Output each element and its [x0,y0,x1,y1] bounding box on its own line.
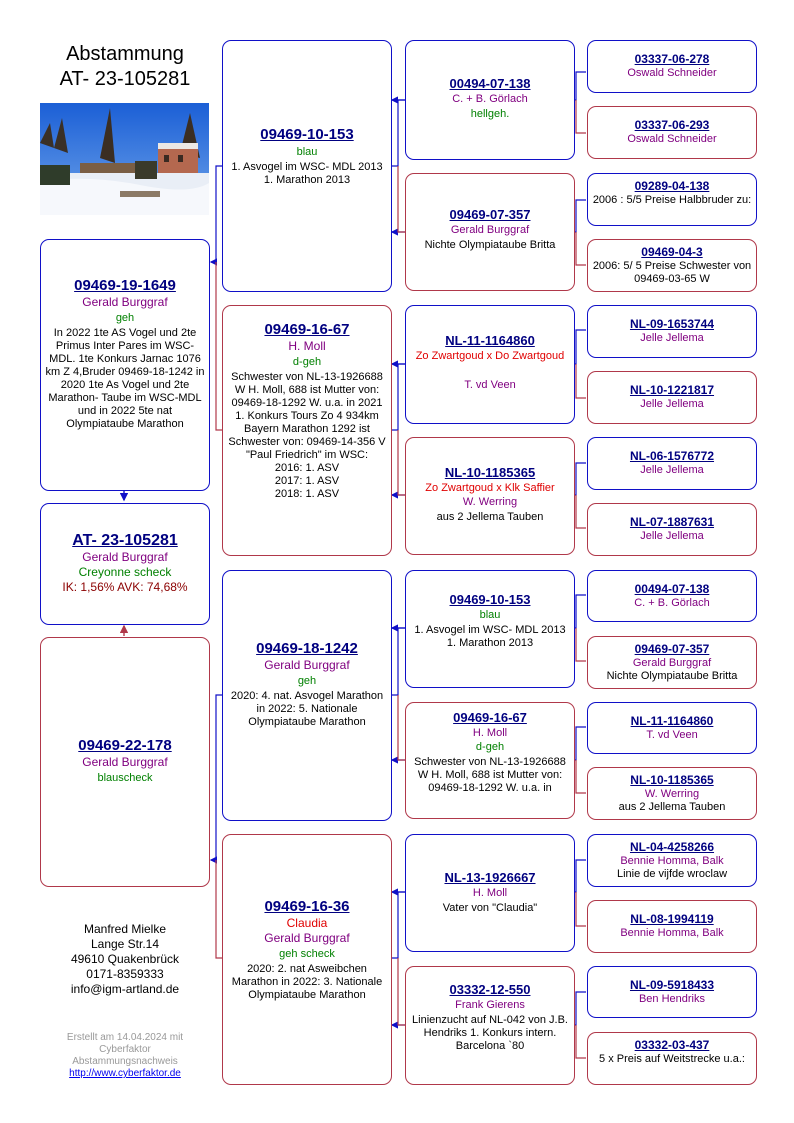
dds-ring-number[interactable]: NL-13-1926667 [444,870,536,885]
gg-8-ring-number[interactable]: NL-07-1887631 [629,515,715,529]
gg-4-ring-number[interactable]: 09469-04-3 [641,245,703,259]
sdd-breeder: W. Werring [462,496,518,508]
gg-1-breeder: Oswald Schneider [627,67,717,79]
gg-9-ring-number[interactable]: 00494-07-138 [634,582,710,596]
dam-sire-breeder: Gerald Burggraf [264,658,350,672]
ddd-breeder: Frank Gierens [455,999,525,1011]
ddd-ring-number[interactable]: 03332-12-550 [449,982,531,997]
gg-7-ring-number[interactable]: NL-06-1576772 [629,449,715,463]
footer-link[interactable]: http://www.cyberfaktor.de [69,1068,181,1079]
dsd-color: d-geh [475,741,505,753]
footer-line-3: Abstammungsnachweis [72,1056,178,1067]
gg-card-9[interactable] [587,570,757,622]
sire-sire-note: 1. Asvogel im WSC- MDL 2013 1. Marathon 2013 [231,161,383,186]
subject-card[interactable] [40,503,210,625]
title-line-1: Abstammung [66,43,184,65]
gg-14-ring-number[interactable]: NL-08-1994119 [630,912,714,926]
gg-16-note: 5 x Preis auf Weitstrecke u.a.: [599,1053,745,1065]
sire-ring-number[interactable]: 09469-19-1649 [74,277,176,294]
gg-12-ring-number[interactable]: NL-10-1185365 [630,773,714,787]
sire-dam-asv-2018: 2018: 1. ASV [274,488,340,500]
ssd-note: Nichte Olympiataube Britta [424,239,556,251]
ssd-ring-number[interactable]: 09469-07-357 [449,207,531,222]
sds-breeder: T. vd Veen [464,379,516,391]
sire-color: geh [115,312,135,324]
loft-photo [40,103,209,215]
dsd-breeder: H. Moll [472,727,508,739]
gg-12-breeder: W. Werring [644,788,700,800]
gg-7-breeder: Jelle Jellema [640,464,704,476]
subject-breeder: Gerald Burggraf [82,550,168,564]
gg-8-breeder: Jelle Jellema [640,530,704,542]
sire-dam-ring-number[interactable]: 09469-16-67 [264,321,350,338]
sdd-ring-number[interactable]: NL-10-1185365 [444,465,536,480]
gg-card-16[interactable] [587,1032,757,1085]
gg-card-2[interactable] [587,106,757,159]
sdd-card[interactable] [405,437,575,555]
dds-breeder: H. Moll [472,887,508,899]
ssd-card[interactable] [405,173,575,291]
gg-card-14[interactable] [587,900,757,953]
footer-line-1: Erstellt am 14.04.2024 mit [66,1032,184,1043]
gg-card-7[interactable] [587,437,757,490]
gg-12-note: aus 2 Jellema Tauben [618,801,726,813]
dam-sire-color: geh [297,675,317,687]
sds-cross: Zo Zwartgoud x Do Zwartgoud [415,350,565,362]
gg-card-10[interactable] [587,636,757,689]
sds-ring-number[interactable]: NL-11-1164860 [445,333,535,348]
title-line-2: AT- 23-105281 [59,68,191,90]
gg-card-13[interactable] [587,834,757,887]
gg-6-breeder: Jelle Jellema [640,398,704,410]
gg-5-ring-number[interactable]: NL-09-1653744 [629,317,715,331]
gg-3-ring-number[interactable]: 09289-04-138 [634,179,710,193]
gg-card-1[interactable] [587,40,757,93]
dam-sire-ring-number[interactable]: 09469-18-1242 [256,640,358,657]
gg-card-15[interactable] [587,966,757,1018]
gg-15-breeder: Ben Hendriks [638,993,706,1005]
ssd-breeder: Gerald Burggraf [450,224,530,236]
sss-card[interactable] [405,40,575,160]
footer-line-2: Cyberfaktor [99,1044,151,1055]
dam-dam-card[interactable] [222,834,392,1085]
dam-breeder: Gerald Burggraf [82,755,168,769]
dsd-card[interactable] [405,702,575,819]
gg-card-12[interactable] [587,767,757,820]
sire-dam-card[interactable] [222,305,392,556]
gg-10-note: Nichte Olympiataube Britta [606,670,738,682]
dam-dam-note: 2020: 2. nat Asweibchen Marathon in 2022: 3. Nationale Olympiataube Marathon [231,963,383,1001]
dam-card[interactable] [40,637,210,887]
subject-inbreeding-stats: IK: 1,56% AVK: 74,68% [62,580,188,594]
sss-ring-number[interactable]: 00494-07-138 [449,76,531,91]
gg-11-breeder: T. vd Veen [646,729,698,741]
sire-note: In 2022 1te AS Vogel und 2te Primus Inter Pares im WSC-MDL. 1te Konkurs Jarnac 1076 km Z 4,Bruder 09469-18-1242 in 2020 1te As Vogel und 2te Marathon- Taube im WSC-MDL und in 2022 5te nat Olympiataube Marathon [45,327,205,430]
contact-block [40,922,210,997]
gg-3-note: 2006 : 5/5 Preise Halbbruder zu: [592,194,752,206]
dds-note: Vater von "Claudia" [442,902,538,914]
dam-sire-note: 2020: 4. nat. Asvogel Marathon in 2022: 5. Nationale Olympiataube Marathon [230,690,384,728]
dsd-ring-number[interactable]: 09469-16-67 [453,710,527,725]
gg-card-11[interactable] [587,702,757,754]
gg-14-breeder: Bennie Homma, Balk [620,927,724,939]
dam-ring-number[interactable]: 09469-22-178 [78,737,172,754]
gg-5-breeder: Jelle Jellema [640,332,704,344]
contact-city: 49610 Quakenbrück [70,952,180,966]
contact-email[interactable]: info@igm-artland.de [70,982,180,996]
gg-2-breeder: Oswald Schneider [627,133,717,145]
gg-card-3[interactable] [587,173,757,226]
gg-card-8[interactable] [587,503,757,556]
sire-breeder: Gerald Burggraf [82,295,168,309]
dss-ring-number[interactable]: 09469-10-153 [449,592,531,607]
gg-16-ring-number[interactable]: 03332-03-437 [634,1038,710,1052]
sds-card[interactable] [405,305,575,424]
gg-13-breeder: Bennie Homma, Balk [620,855,724,867]
sss-breeder: C. + B. Görlach [452,93,528,105]
gg-10-breeder: Gerald Burggraf [632,657,712,669]
contact-street: Lange Str.14 [90,937,160,951]
gg-card-5[interactable] [587,305,757,358]
dss-note: 1. Asvogel im WSC- MDL 2013 1. Marathon 2013 [414,624,566,649]
dss-color: blau [479,609,501,621]
dam-dam-call-name: Claudia [286,916,328,930]
sire-sire-color: blau [296,146,318,158]
contact-name: Manfred Mielke [83,922,167,936]
gg-card-6[interactable] [587,371,757,424]
dam-dam-ring-number[interactable]: 09469-16-36 [264,898,350,915]
sire-dam-breeder: H. Moll [288,339,326,353]
ddd-card[interactable] [405,966,575,1085]
page-title [40,42,210,92]
gg-1-ring-number[interactable]: 03337-06-278 [634,52,710,66]
dss-card[interactable] [405,570,575,688]
sdd-cross: Zo Zwartgoud x Klk Saffier [425,482,555,494]
sire-dam-color: d-geh [292,356,322,368]
dds-card[interactable] [405,834,575,952]
footer [40,1032,210,1080]
dam-sire-card[interactable] [222,570,392,821]
sire-dam-asv-2017: 2017: 1. ASV [274,475,340,487]
gg-10-ring-number[interactable]: 09469-07-357 [634,642,710,656]
dsd-note: Schwester von NL-13-1926688 W H. Moll, 688 ist Mutter von: 09469-18-1292 W. u.a. in [414,756,566,794]
gg-2-ring-number[interactable]: 03337-06-293 [634,118,710,132]
contact-phone: 0171-8359333 [86,967,164,981]
sire-card[interactable] [40,239,210,491]
gg-13-note: Linie de vijfde wroclaw [616,868,728,880]
subject-color: Creyonne scheck [78,565,172,579]
sire-sire-card[interactable] [222,40,392,292]
sire-dam-asv-2016: 2016: 1. ASV [274,462,340,474]
gg-11-ring-number[interactable]: NL-11-1164860 [630,714,714,728]
gg-9-breeder: C. + B. Görlach [634,597,710,609]
subject-ring-number[interactable]: AT- 23-105281 [72,532,178,549]
gg-15-ring-number[interactable]: NL-09-5918433 [629,978,715,992]
dam-dam-breeder: Gerald Burggraf [264,931,350,945]
gg-13-ring-number[interactable]: NL-04-4258266 [629,840,715,854]
gg-card-4[interactable] [587,239,757,292]
gg-6-ring-number[interactable]: NL-10-1221817 [629,383,715,397]
dam-color: blauscheck [97,772,153,784]
sdd-note: aus 2 Jellema Tauben [436,511,544,523]
ddd-note: Linienzucht auf NL-042 von J.B. Hendriks 1. Konkurs intern. Barcelona `80 [412,1014,568,1052]
gg-4-note: 2006: 5/ 5 Preise Schwester von 09469-03-65 W [592,260,752,285]
sire-dam-note: Schwester von NL-13-1926688 W H. Moll, 688 ist Mutter von: 09469-18-1292 W. u.a. in 2021 1. Konkurs Tours Zo 4 934km Bayern Marathon 1292 ist Schwester von: 09469-14-356 V "Paul Friedrich" im WSC: [228,371,386,461]
sire-sire-ring-number[interactable]: 09469-10-153 [260,126,354,143]
sss-color: hellgeh. [470,108,510,120]
dam-dam-color: geh scheck [279,948,335,960]
